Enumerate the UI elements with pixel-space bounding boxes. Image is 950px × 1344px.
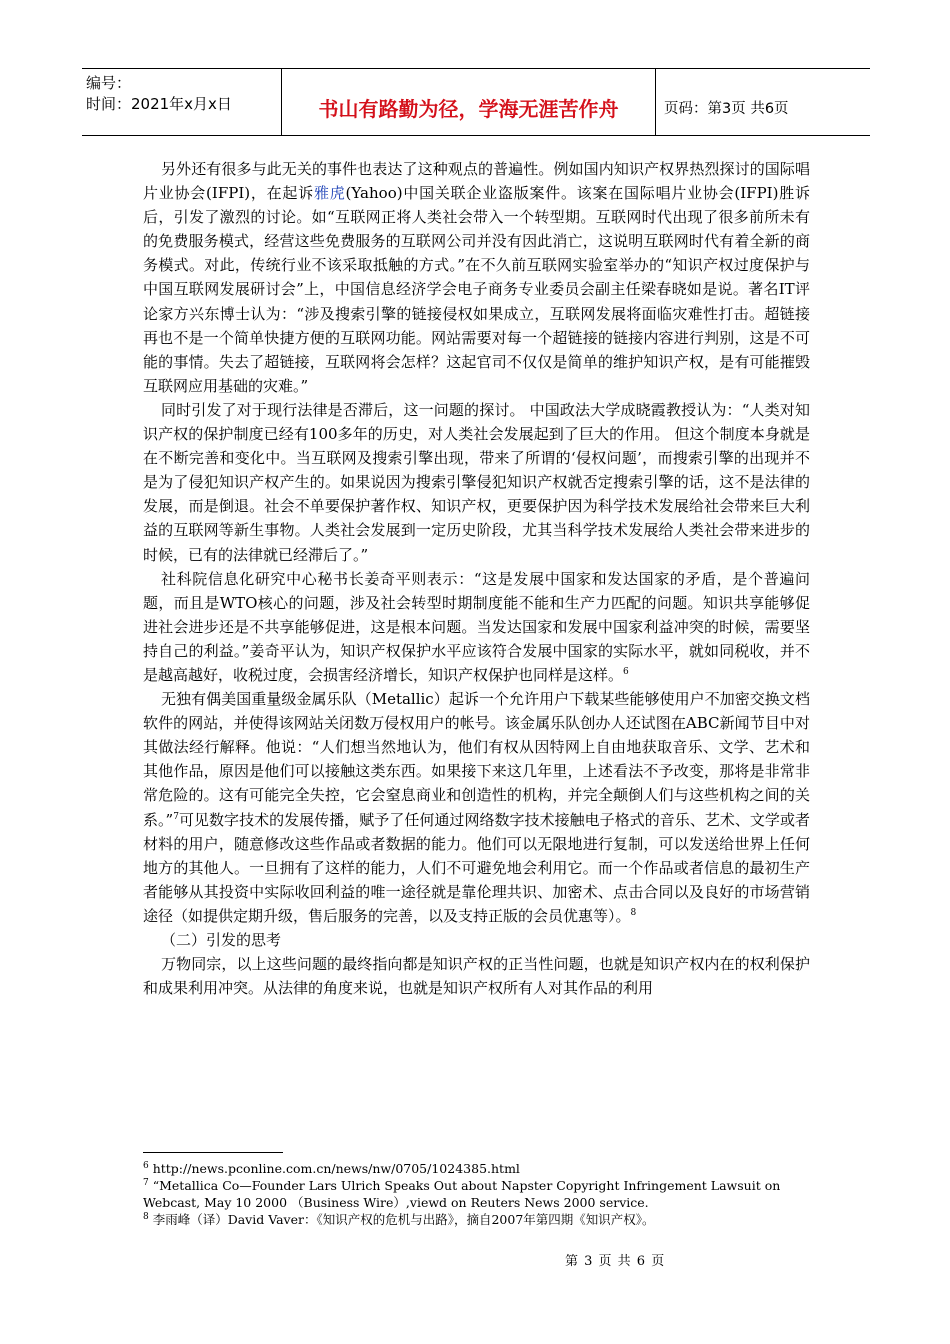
paragraph-5: 万物同宗，以上这些问题的最终指向都是知识产权的正当性问题，也就是知识产权内在的权利保护和成果利用冲突。从法律的角度来说，也就是知识产权所有人对其作品的利用 <box>143 955 810 998</box>
paragraph-1: 另外还有很多与此无关的事件也表达了这种观点的普遍性。例如国内知识产权界热烈探讨的国际唱片业协会(IFPI)，在起诉雅虎(Yahoo)中国关联企业盗版案件。该案在国际唱片业协会(IFPI)胜诉后，引发了激烈的讨论。如“互联网正将人类社会带入一个转型期。互联网时代出现了很多前所未有的免费服务模式，经营这些免费服务的互联网公司并没有因此消亡，这说明互联网时代有着全新的商务模式。对此，传统行业不该采取抵触的方式。”在不久前互联网实验室举办的“知识产权过度保护与中国互联网发展研讨会”上，中国信息经济学会电子商务专业委员会副主任梁春晓如是说。著名IT评论家方兴东博士认为：“涉及搜索引擎的链接侵权如果成立，互联网发展将面临灾难性打击。超链接再也不是一个简单快捷方便的互联网功能。网站需要对每一个超链接的链接内容进行判别，这是不可能的事情。失去了超链接，互联网将会怎样？这起官司不仅仅是简单的维护知识产权，是有可能摧毁互联网应用基础的灾难。” <box>143 160 810 395</box>
yahoo-link[interactable]: 雅虎 <box>313 184 346 203</box>
header-number: 编号： <box>86 74 132 92</box>
page-header <box>82 68 870 136</box>
header-page-number: 页码：第3页 共6页 <box>664 100 789 117</box>
footnote-6: $^6$ http://news.pconline.com.cn/news/nw/0705/1024385.html <box>143 1160 520 1176</box>
footnote-8: $^8$ 李雨峰（译）David Vaver：《知识产权的危机与出路》，摘自2007年第四期《知识产权》。 <box>143 1211 655 1227</box>
footnote-divider <box>143 1152 283 1153</box>
footnote-ref-6[interactable]: 6 <box>623 666 629 677</box>
header-time: 时间：2021年x月x日 <box>86 95 232 113</box>
section-heading: （二）引发的思考 <box>161 931 282 949</box>
document-body <box>143 157 810 1000</box>
footnotes <box>143 1160 810 1228</box>
footnote-ref-7[interactable]: 7 <box>173 811 179 822</box>
footnote-7: $^7$ “Metallica Co—Founder Lars Ulrich Speaks Out about Napster Copyright Infringement Lawsuit on Webcast, May 10 2000 （Business Wire）,viewd on Reuters News 2000 service. <box>143 1177 781 1210</box>
header-meta <box>82 69 282 135</box>
paragraph-3: 社科院信息化研究中心秘书长姜奇平则表示：“这是发展中国家和发达国家的矛盾，是个普遍问题，而且是WTO核心的问题，涉及社会转型时期制度能不能和生产力匹配的问题。知识共享能够促进社会进步还是不共享能够促进，这是根本问题。当发达国家和发展中国家利益冲突的时候，需要坚持自己的利益。”姜奇平认为，知识产权保护水平应该符合发展中国家的实际水平，就如同税收，并不是越高越好，收税过度，会损害经济增长，知识产权保护也同样是这样。$^6$ <box>143 569 810 684</box>
paragraph-4: 无独有偶美国重量级金属乐队（Metallic）起诉一个允许用户下载某些能够使用户不加密交换文档软件的网站，并使得该网站关闭数万侵权用户的帐号。该金属乐队创办人还试图在ABC新闻节目中对其做法经行解释。他说：“人们想当然地认为，他们有权从因特网上自由地获取音乐、文学、艺术和其他作品，原因是他们可以接触这类东西。如果接下来这几年里，上述看法不予改变，那将是非常非常危险的。这有可能完全失控，它会窒息商业和创造性的机构，并完全颠倒人们与这些机构之间的关系。”$^7$可见数字技术的发展传播，赋予了任何通过网络数字技术接触电子格式的音乐、艺术、文学或者材料的用户，随意修改这些作品或者数据的能力。他们可以无限地进行复制，可以发送给世界上任何地方的其他人。一旦拥有了这样的能力，人们不可避免地会利用它。而一个作品或者信息的最初生产者能够从其投资中实际收回利益的唯一途径就是靠伦理共识、加密术、点击合同以及良好的市场营销途径（如提供定期升级，售后服务的完善，以及支持正版的会员优惠等）。$^8$ <box>143 690 810 925</box>
footnote-ref-8[interactable]: 8 <box>630 907 637 918</box>
page-footer: 第 3 页 共 6 页 <box>565 1254 666 1269</box>
paragraph-2: 同时引发了对于现行法律是否滞后，这一问题的探讨。 中国政法大学成晓霞教授认为：“人类对知识产权的保护制度已经有100多年的历史，对人类社会发展起到了巨大的作用。 但这个制度本身就是在不断完善和变化中。当互联网及搜索引擎出现，带来了所谓的‘侵权问题’，而搜索引擎的出现并不是为了侵犯知识产权产生的。如果说因为搜索引擎侵犯知识产权就否定搜索引擎的话，这不是法律的发展，而是倒退。社会不单要保护著作权、知识产权，更要保护因为科学技术发展给社会带来巨大利益的互联网等新生事物。人类社会发展到一定历史阶段，尤其当科学技术发展给人类社会带来进步的时候，已有的法律就已经滞后了。” <box>143 400 810 564</box>
header-motto: 书山有路勤为径，学海无涯苦作舟 <box>282 69 656 135</box>
